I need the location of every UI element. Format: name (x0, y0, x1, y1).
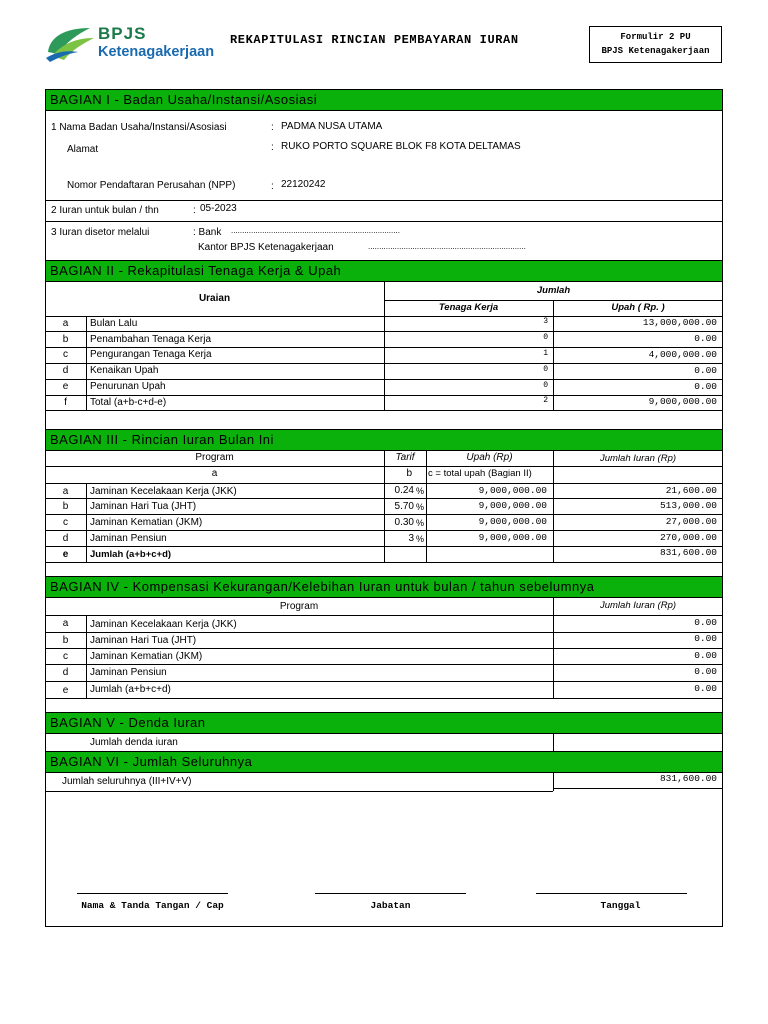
divider (45, 221, 723, 222)
nama-label: 1 Nama Badan Usaha/Instansi/Asosiasi (51, 122, 227, 133)
row-value: 0.00 (694, 666, 717, 677)
col-a-label: a (211, 468, 218, 479)
row-code: d (62, 365, 69, 376)
bagian6-header: BAGIAN VI - Jumlah Seluruhnya (45, 751, 723, 773)
row-value: 0.00 (694, 683, 717, 694)
row-code: c (63, 349, 68, 360)
row-value: 0.00 (694, 617, 717, 628)
nama-value: PADMA NUSA UTAMA (281, 121, 383, 132)
row-upah: 9,000,000.00 (478, 532, 547, 543)
pct-sign: % (416, 502, 425, 512)
uraian-header: Uraian (198, 293, 231, 304)
divider (45, 200, 723, 201)
row-iuran: 270,000.00 (659, 532, 717, 543)
row-value: 0.00 (694, 650, 717, 661)
divider (45, 615, 723, 616)
row-iuran: 27,000.00 (665, 516, 717, 527)
pct-sign: % (416, 486, 425, 496)
bank-dots: ............................................................................ (231, 226, 400, 235)
row-code: c (63, 517, 68, 528)
sign-tanggal-label: Tanggal (600, 900, 641, 911)
row-value: 0.00 (694, 633, 717, 644)
row-iuran: 513,000.00 (659, 500, 717, 511)
row-code: a (62, 618, 69, 629)
signature-line (315, 893, 466, 894)
divider (45, 483, 723, 484)
tenaga-kerja-header: Tenaga Kerja (438, 302, 499, 313)
kantor-label: Kantor BPJS Ketenagakerjaan (198, 242, 334, 253)
kantor-dots: ....................................................................... (368, 242, 526, 251)
row-code: b (62, 501, 69, 512)
total-label: Jumlah (a+b+c+d) (90, 549, 172, 560)
row-upah: 0.00 (694, 381, 717, 392)
signature-line (77, 893, 228, 894)
divider (86, 615, 87, 698)
program-header: Program (195, 452, 234, 463)
row-tk: 0 (543, 365, 548, 374)
row-label: Jumlah (a+b+c+d) (90, 684, 171, 695)
page-title: REKAPITULASI RINCIAN PEMBAYARAN IURAN (230, 33, 519, 47)
row-code: a (62, 318, 69, 329)
disetor-label: 3 Iuran disetor melalui (51, 227, 150, 238)
col-b-label: b (406, 468, 412, 479)
row-code: d (62, 667, 69, 678)
row-tk: 0 (543, 381, 548, 390)
row-code: d (62, 533, 69, 544)
colon: : (271, 122, 274, 133)
jumlah-iuran-header: Jumlah Iuran (Rp) (599, 453, 677, 464)
row-label: Jaminan Pensiun (90, 533, 167, 544)
row-code: e (62, 381, 69, 392)
row-tarif: 0.30 (394, 517, 414, 528)
logo-brand: BPJS (98, 24, 147, 43)
npp-value: 22120242 (281, 179, 326, 190)
form-id-box (589, 26, 722, 63)
row-upah: 0.00 (694, 333, 717, 344)
row-upah: 13,000,000.00 (642, 317, 717, 328)
jumlah-header: Jumlah (536, 285, 571, 296)
row-label: Jaminan Kecelakaan Kerja (JKK) (90, 619, 237, 630)
row-tk: 2 (543, 396, 548, 405)
sign-nama-label: Nama & Tanda Tangan / Cap (81, 900, 224, 911)
form-line2: BPJS Ketenagakerjaan (601, 46, 710, 56)
row-label: Pengurangan Tenaga Kerja (90, 349, 212, 360)
tarif-header: Tarif (395, 452, 415, 463)
divider (45, 466, 723, 467)
row-upah: 9,000,000.00 (478, 485, 547, 496)
row-code: c (63, 651, 68, 662)
row-tarif: 3 (408, 533, 414, 544)
row-upah: 0.00 (694, 365, 717, 376)
col-c-label: c = total upah (Bagian II) (428, 468, 532, 479)
bagian2-header: BAGIAN II - Rekapitulasi Tenaga Kerja & Upah (45, 260, 723, 282)
row-upah: 9,000,000.00 (478, 516, 547, 527)
row-label: Penambahan Tenaga Kerja (90, 334, 212, 345)
row-code: e (62, 685, 69, 696)
row-label: Jaminan Hari Tua (JHT) (90, 635, 197, 646)
row-tarif: 5.70 (394, 501, 414, 512)
row-upah: 4,000,000.00 (648, 349, 717, 360)
row-tarif: 0.24 (394, 485, 414, 496)
row-code: b (62, 334, 69, 345)
bagian1-header: BAGIAN I - Badan Usaha/Instansi/Asosiasi (45, 89, 723, 111)
program-header: Program (279, 601, 319, 612)
jumlah-iuran-header: Jumlah Iuran (Rp) (599, 600, 677, 611)
upah-header: Upah ( Rp. ) (611, 302, 665, 313)
row-upah: 9,000,000.00 (648, 396, 717, 407)
divider (45, 791, 553, 792)
bagian4-header: BAGIAN IV - Kompensasi Kekurangan/Kelebihan Iuran untuk bulan / tahun sebelumnya (45, 576, 723, 598)
row-label: Kenaikan Upah (90, 365, 159, 376)
row-label: Jaminan Kematian (JKM) (90, 517, 203, 528)
row-tk: 1 (543, 349, 548, 358)
upah-header: Upah (Rp) (466, 452, 513, 463)
row-label: Total (a+b-c+d-e) (90, 397, 167, 408)
colon: : (193, 205, 196, 216)
row-code: a (62, 486, 69, 497)
jumlah-seluruhnya-value: 831,600.00 (659, 773, 717, 784)
divider (45, 562, 723, 563)
divider (553, 734, 554, 751)
total-code: e (62, 549, 69, 560)
colon: : (271, 142, 274, 153)
row-code: b (62, 635, 69, 646)
bagian5-header: BAGIAN V - Denda Iuran (45, 712, 723, 734)
colon: : (271, 181, 274, 192)
iuran-bulan-value: 05-2023 (200, 203, 237, 214)
divider (553, 788, 723, 789)
row-label: Jaminan Hari Tua (JHT) (90, 501, 197, 512)
bank-label: : Bank (193, 227, 222, 238)
row-code: f (64, 397, 67, 408)
pct-sign: % (416, 518, 425, 528)
bagian3-header: BAGIAN III - Rincian Iuran Bulan Ini (45, 429, 723, 451)
row-label: Jaminan Pensiun (90, 667, 167, 678)
alamat-label: Alamat (67, 144, 99, 155)
bpjs-logo (44, 22, 215, 64)
sign-jabatan-label: Jabatan (370, 900, 411, 911)
pct-sign: % (416, 534, 425, 544)
row-label: Jaminan Kecelakaan Kerja (JKK) (90, 486, 237, 497)
alamat-value: RUKO PORTO SQUARE BLOK F8 KOTA DELTAMAS (281, 141, 521, 152)
row-tk: 3 (543, 317, 548, 326)
row-tk: 0 (543, 333, 548, 342)
jumlah-seluruhnya-label: Jumlah seluruhnya (III+IV+V) (62, 776, 192, 787)
signature-line (536, 893, 687, 894)
denda-label: Jumlah denda iuran (90, 737, 178, 748)
logo-subtitle: Ketenagakerjaan (98, 44, 215, 60)
npp-label: Nomor Pendaftaran Perusahan (NPP) (67, 180, 236, 191)
row-label: Bulan Lalu (90, 318, 138, 329)
form-line1: Formulir 2 PU (620, 32, 691, 42)
iuran-bulan-label: 2 Iuran untuk bulan / thn (51, 205, 159, 216)
total-value: 831,600.00 (659, 547, 717, 558)
row-label: Penurunan Upah (90, 381, 166, 392)
row-label: Jaminan Kematian (JKM) (90, 651, 203, 662)
row-iuran: 21,600.00 (665, 485, 717, 496)
row-upah: 9,000,000.00 (478, 500, 547, 511)
divider (86, 483, 87, 562)
leaf-logo-icon (44, 22, 98, 64)
